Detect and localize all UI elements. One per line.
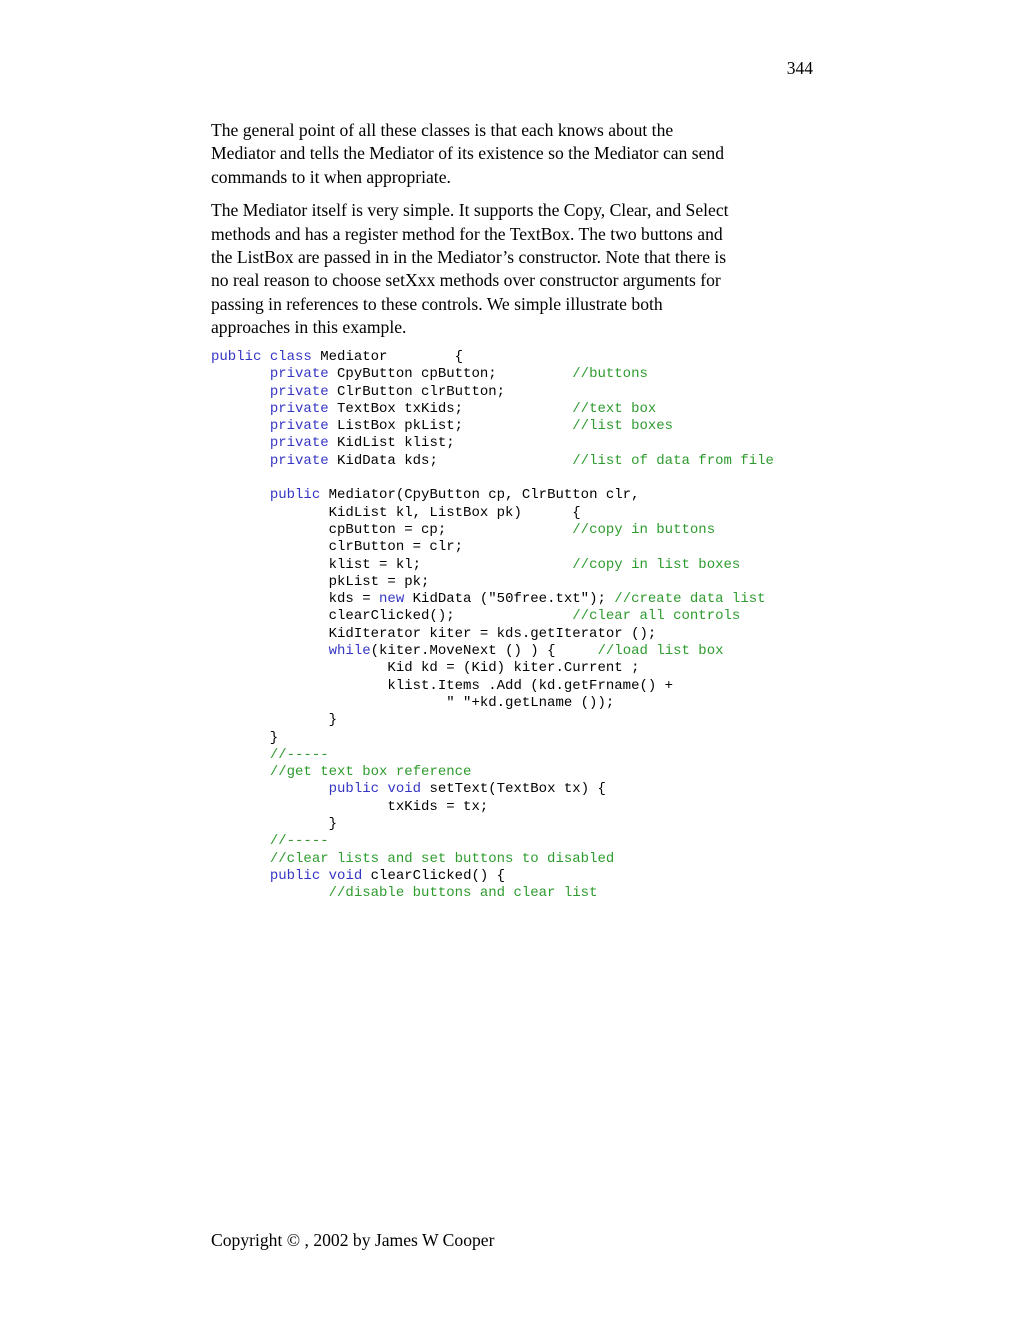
code-keyword: private — [269, 435, 329, 452]
code-text: Mediator(CpyButton cp, ClrButton clr, — [320, 487, 640, 504]
code-line — [211, 885, 774, 902]
code-text — [211, 833, 270, 849]
code-comment: //disable buttons and clear list — [328, 885, 598, 902]
code-text — [211, 401, 270, 417]
code-line — [211, 678, 774, 695]
code-keyword: private — [269, 383, 329, 400]
page-number: 344 — [786, 58, 813, 78]
code-line — [211, 730, 774, 747]
code-line — [211, 712, 774, 729]
code-line — [211, 781, 774, 798]
code-keyword: new — [379, 591, 405, 608]
body-paragraph — [211, 199, 851, 339]
code-line — [211, 695, 774, 712]
code-line — [211, 799, 774, 816]
code-text — [320, 868, 328, 884]
code-keyword: void — [328, 867, 363, 884]
text-line: commands to it when appropriate. — [211, 166, 451, 187]
code-text: clrButton = clr; — [211, 539, 464, 556]
code-line — [211, 435, 774, 452]
code-keyword: class — [269, 349, 312, 365]
code-line — [211, 868, 774, 885]
code-text: klist.Items .Add (kd.getFrname() + — [211, 677, 674, 694]
code-line — [211, 539, 774, 556]
code-text: ListBox pkList; — [328, 418, 573, 435]
code-line — [211, 522, 774, 539]
code-keyword: public — [211, 349, 262, 365]
code-line — [211, 608, 774, 625]
code-text — [211, 885, 329, 901]
code-comment: //list boxes — [572, 418, 674, 435]
code-keyword: private — [269, 366, 329, 383]
code-text — [211, 453, 270, 469]
text-line: passing in references to these controls. We simple illustrate both — [211, 293, 663, 314]
code-line — [211, 626, 774, 643]
code-text: (kiter.MoveNext () ) { — [370, 643, 598, 660]
code-text — [261, 349, 269, 365]
code-comment: //copy in buttons — [572, 521, 716, 538]
code-text: ClrButton clrButton; — [328, 383, 506, 400]
code-comment: //clear all controls — [572, 608, 741, 625]
footer-copyright: Copyright © , 2002 by James W Cooper — [211, 1230, 495, 1250]
code-line — [211, 591, 774, 608]
code-comment: //text box — [572, 400, 657, 417]
code-comment: //create data list — [614, 591, 766, 608]
code-text: Mediator { — [311, 349, 464, 365]
code-keyword: public — [269, 867, 321, 884]
code-comment: //get text box reference — [269, 764, 472, 781]
code-text — [211, 366, 270, 382]
code-comment: //load list box — [597, 643, 724, 660]
code-text — [211, 764, 270, 780]
body-text — [211, 119, 851, 350]
body-paragraph — [211, 119, 851, 189]
code-text: } — [211, 729, 279, 746]
code-line — [211, 574, 774, 591]
code-text: KidData kds; — [328, 452, 573, 469]
code-line — [211, 401, 774, 418]
code-text — [211, 643, 329, 659]
code-text: CpyButton cpButton; — [328, 366, 573, 383]
code-text: " "+kd.getLname ()); — [211, 694, 615, 711]
code-text: KidList klist; — [328, 435, 455, 452]
text-line: the ListBox are passed in in the Mediator’s constructor. Note that there is — [211, 246, 727, 267]
code-text: KidData ("50free.txt"); — [404, 591, 615, 608]
code-line — [211, 833, 774, 850]
text-line: no real reason to choose setXxx methods over constructor arguments for — [211, 270, 721, 291]
code-keyword: private — [269, 400, 329, 417]
code-keyword: public — [269, 487, 321, 504]
code-block — [211, 349, 774, 903]
code-line — [211, 643, 774, 660]
code-line — [211, 816, 774, 833]
code-line — [211, 418, 774, 435]
code-text — [211, 418, 270, 434]
code-text: TextBox txKids; — [328, 400, 573, 417]
code-line — [211, 747, 774, 764]
code-text: cpButton = cp; — [211, 521, 573, 538]
code-text: setText(TextBox tx) { — [421, 781, 606, 798]
text-line: Mediator and tells the Mediator of its existence so the Mediator can send — [211, 143, 725, 164]
code-text: Kid kd = (Kid) kiter.Current ; — [211, 660, 640, 677]
code-text: txKids = tx; — [211, 798, 489, 815]
text-line: The general point of all these classes is that each knows about the — [211, 120, 674, 140]
code-text — [211, 747, 270, 763]
text-line: approaches in this example. — [211, 317, 407, 338]
code-comment: //----- — [269, 746, 329, 763]
code-keyword: public — [328, 781, 380, 798]
code-line — [211, 349, 774, 366]
code-line — [211, 453, 774, 470]
code-comment: //copy in list boxes — [572, 556, 741, 573]
code-line — [211, 557, 774, 574]
code-text: klist = kl; — [211, 556, 573, 573]
code-text: kds = — [211, 591, 380, 608]
code-text — [211, 384, 270, 400]
code-line — [211, 851, 774, 868]
code-keyword: void — [387, 781, 422, 798]
code-line — [211, 764, 774, 781]
code-keyword: private — [269, 418, 329, 435]
code-text — [211, 781, 329, 797]
code-line — [211, 505, 774, 522]
code-text: KidList kl, ListBox pk) { — [211, 504, 581, 521]
text-line: methods and has a register method for the TextBox. The two buttons and — [211, 223, 723, 244]
code-comment: //----- — [269, 833, 329, 850]
text-line: The Mediator itself is very simple. It supports the Copy, Clear, and Select — [211, 200, 729, 221]
code-text: pkList = pk; — [211, 573, 430, 590]
code-line — [211, 487, 774, 504]
code-line — [211, 366, 774, 383]
code-text: clearClicked() { — [362, 867, 506, 884]
code-text — [211, 851, 270, 867]
code-comment: //clear lists and set buttons to disabled — [269, 850, 615, 867]
code-line — [211, 384, 774, 401]
code-line — [211, 470, 774, 487]
code-text: KidIterator kiter = kds.getIterator (); — [211, 625, 657, 642]
code-text — [211, 435, 270, 451]
code-line — [211, 660, 774, 677]
code-comment: //buttons — [572, 366, 648, 383]
code-comment: //list of data from file — [572, 452, 774, 469]
code-text: clearClicked(); — [211, 608, 573, 625]
code-text — [211, 487, 270, 503]
code-text: } — [211, 712, 338, 729]
code-keyword: private — [269, 452, 329, 469]
code-keyword: while — [328, 643, 371, 660]
code-text: } — [211, 816, 338, 833]
code-text — [211, 868, 270, 884]
